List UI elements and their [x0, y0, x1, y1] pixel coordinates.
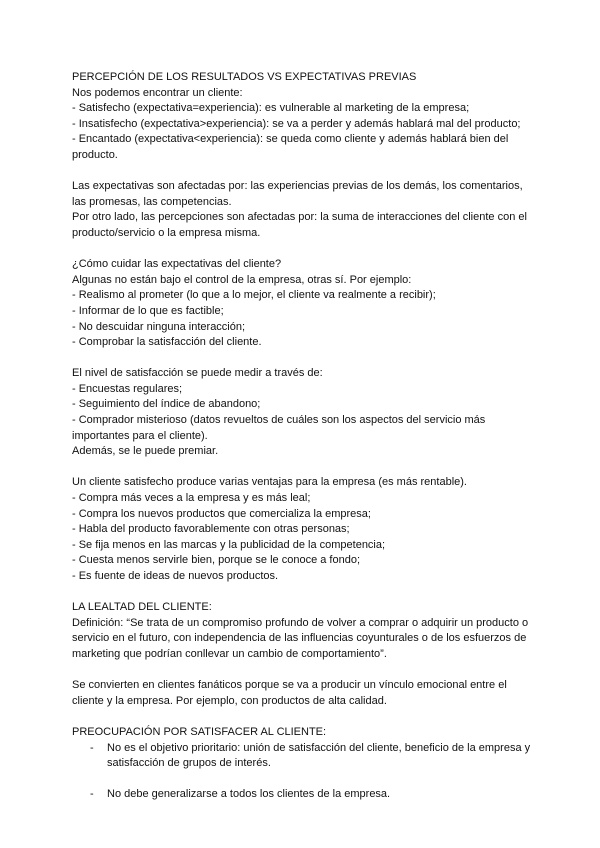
question-heading: ¿Cómo cuidar las expectativas del cliente?	[72, 258, 282, 271]
dash-bullet: -	[90, 788, 94, 801]
paragraph: Se convierten en clientes fanáticos porque se va a producir un vínculo emocional entre el cliente y la empresa. Por ejemplo, con productos de alta calidad.	[72, 679, 507, 707]
paragraph: Un cliente satisfecho produce varias ventajas para la empresa (es más rentable).	[72, 476, 467, 489]
list-item: - Compra los nuevos productos que comercializa la empresa;	[72, 507, 371, 520]
section-heading: PERCEPCIÓN DE LOS RESULTADOS VS EXPECTATIVAS PREVIAS	[72, 71, 417, 83]
list-item: - Encuestas regulares;	[72, 382, 183, 395]
section-heading: LA LEALTAD DEL CLIENTE:	[72, 601, 212, 614]
paragraph: Las expectativas son afectadas por: las experiencias previas de los demás, los comentarios, las promesas, las competencias.	[72, 180, 523, 208]
list-item: - No descuidar ninguna interacción;	[72, 320, 246, 333]
list-item: - Habla del producto favorablemente con otras personas;	[72, 523, 350, 536]
list-item-text: No es el objetivo prioritario: unión de satisfacción del cliente, beneficio de la empresa y satisfacción de grupos de interés.	[107, 741, 531, 770]
list-item: - Insatisfecho (expectativa>experiencia): se va a perder y además hablará mal del producto;	[72, 117, 521, 130]
paragraph: Además, se le puede premiar.	[72, 445, 219, 458]
list-item: - Realismo al prometer (lo que a lo mejor, el cliente va realmente a recibir);	[72, 289, 436, 302]
paragraph: El nivel de satisfacción se puede medir a través de:	[72, 367, 323, 380]
list-item: - Comprador misterioso (datos revueltos de cuáles son los aspectos del servicio más importantes para el cliente).	[72, 414, 486, 442]
document-page	[72, 70, 532, 803]
list-item: - Es fuente de ideas de nuevos productos.	[72, 570, 279, 582]
list-item: - Compra más veces a la empresa y es más leal;	[72, 492, 311, 505]
paragraph: Algunas no están bajo el control de la empresa, otras sí. Por ejemplo:	[72, 273, 412, 286]
list-item: - Comprobar la satisfacción del cliente.	[72, 336, 262, 349]
list-item: - Cuesta menos servirle bien, porque se le conoce a fondo;	[72, 554, 360, 567]
list-item: - Satisfecho (expectativa=experiencia): es vulnerable al marketing de la empresa;	[72, 102, 470, 115]
list-item	[72, 787, 532, 803]
paragraph: Nos podemos encontrar un cliente:	[72, 86, 243, 99]
list-item-text: No debe generalizarse a todos los clientes de la empresa.	[107, 788, 391, 801]
bullet-list	[72, 741, 532, 803]
list-item	[72, 741, 532, 772]
list-item: - Informar de lo que es factible;	[72, 304, 224, 317]
paragraph: Por otro lado, las percepciones son afectadas por: la suma de interacciones del cliente con el producto/servicio o la empresa misma.	[72, 211, 527, 239]
dash-bullet: -	[90, 741, 94, 754]
list-item: - Encantado (expectativa<experiencia): se queda como cliente y además hablará bien del producto.	[72, 133, 509, 161]
list-item: - Se fija menos en las marcas y la publicidad de la competencia;	[72, 538, 386, 551]
list-item: - Seguimiento del índice de abandono;	[72, 398, 261, 411]
section-heading: PREOCUPACIÓN POR SATISFACER AL CLIENTE:	[72, 725, 327, 738]
definition-paragraph: Definición: “Se trata de un compromiso profundo de volver a comprar o adquirir un producto o servicio en el futuro, con independencia de las influencias coyunturales o de los esfuerzos de marketing que podrían conllevar un cambio de comportamiento”.	[72, 616, 529, 660]
